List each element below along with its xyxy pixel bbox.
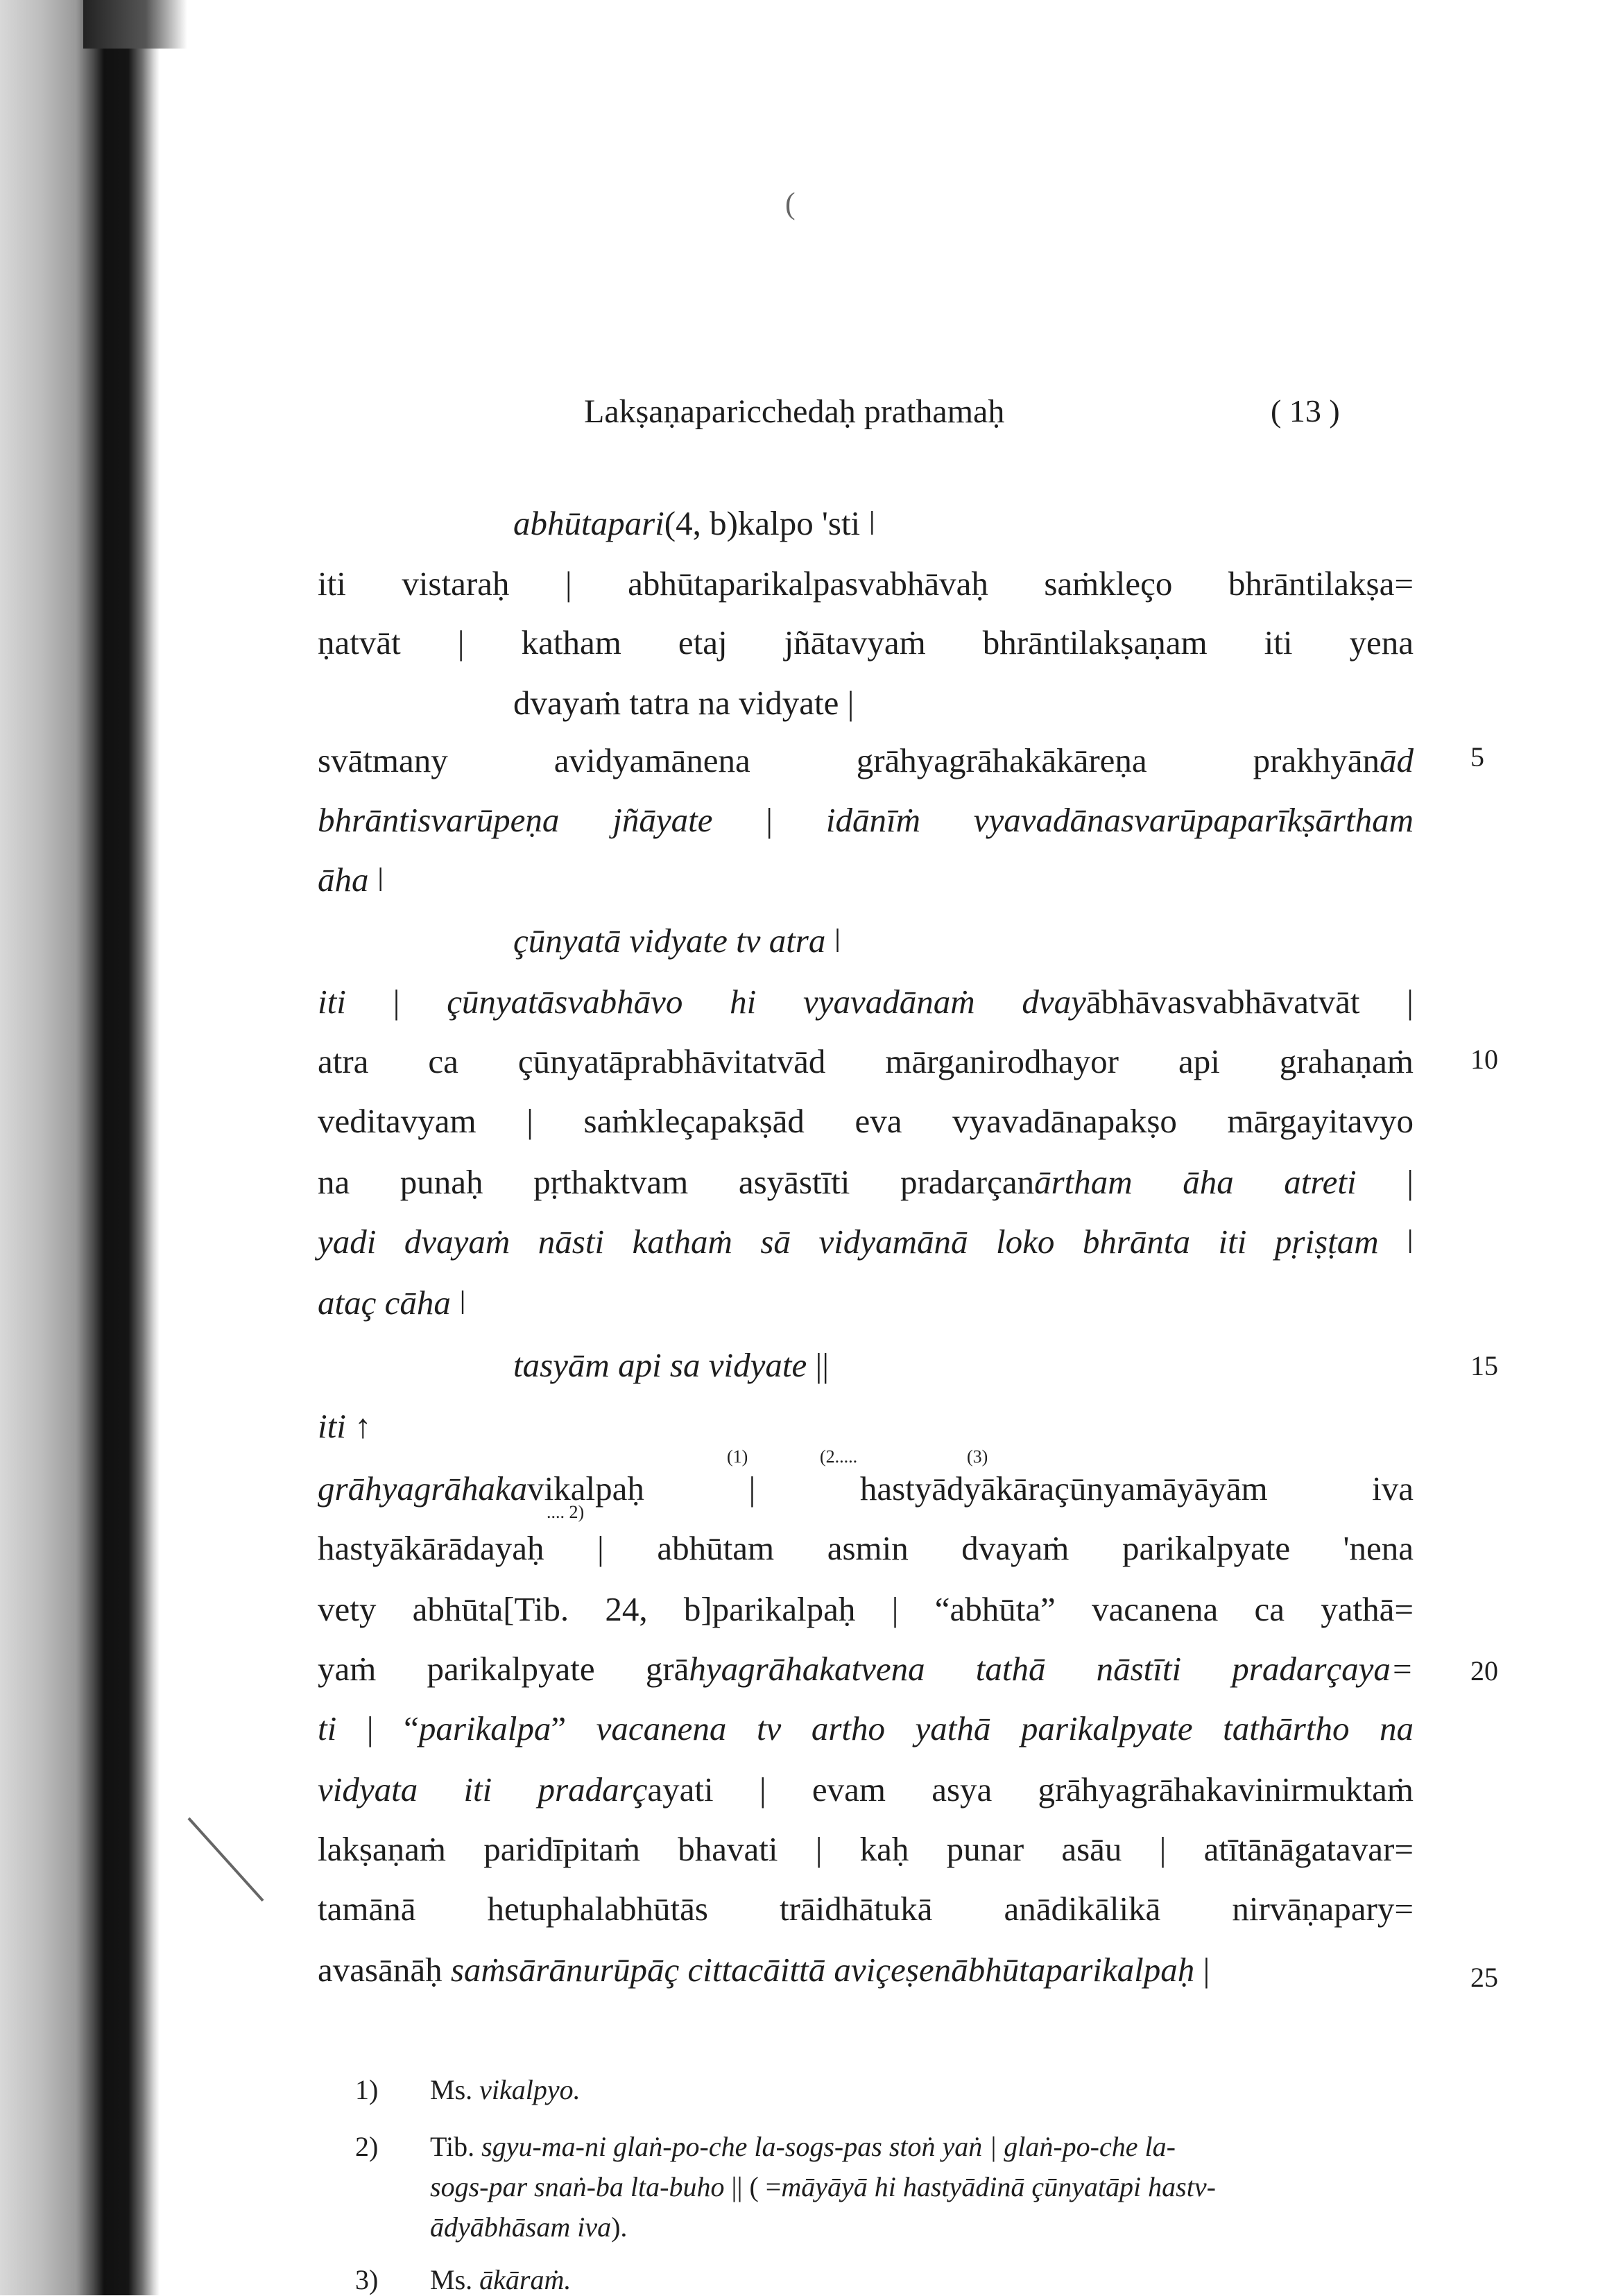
text-segment: vikalpaḥ | hastyādyākāraçūnyamāyāyām iva: [527, 1469, 1414, 1508]
text-segment: |: [345, 983, 447, 1021]
italic-segment: māyāyā hi hastyādinā çūnyatāpi hastv-: [781, 2171, 1216, 2202]
italic-segment: abhūtapari: [513, 504, 664, 542]
text-line: [318, 1709, 1414, 1748]
italic-segment: iti: [318, 1407, 346, 1445]
italic-segment: parikalpa: [418, 1709, 551, 1747]
scan-binding-edge: [0, 0, 160, 2295]
italic-segment: ākāraṁ.: [479, 2264, 572, 2295]
footnote: [355, 2263, 572, 2296]
text-line: [318, 1528, 1414, 1568]
text-segment: ).: [611, 2211, 628, 2243]
text-line: [318, 1283, 466, 1322]
footnote: [355, 2073, 581, 2106]
text-segment: na punaḥ pṛthaktvam asyāstīti pradarçan: [318, 1163, 1035, 1201]
italic-segment: ārtham āha atreti: [1034, 1163, 1357, 1201]
text-segment: veditavyam | saṁkleçapakṣād eva vyavadānapakṣo mārgayitavyo: [318, 1102, 1414, 1140]
footnote-number: 1): [355, 2074, 379, 2105]
text-segment: Ms.: [430, 2074, 480, 2105]
text-segment: ṇatvāt | katham etaj jñātavyaṁ bhrāntilakṣaṇam iti yena: [318, 623, 1414, 662]
text-line: [318, 1101, 1414, 1141]
italic-segment: idānīṁ vyavadānasvarūpaparīkṣārtham: [825, 801, 1414, 839]
text-segment: |: [1356, 1163, 1414, 1201]
italic-segment: vidyata iti pradarç: [318, 1770, 648, 1809]
text-segment: avasānāḥ: [318, 1951, 451, 1989]
note-mark: (2.....: [820, 1447, 858, 1467]
text-segment: | “: [336, 1709, 419, 1747]
text-segment: ↑: [345, 1407, 372, 1445]
footnote-number: 3): [355, 2264, 379, 2295]
italic-segment: hyagrāhakatvena tathā nāstīti pradarçaya=: [689, 1650, 1414, 1688]
text-line: [318, 564, 1414, 603]
italic-segment: sogs-par snaṅ-ba lta-buho: [430, 2171, 725, 2202]
text-line: [318, 1162, 1414, 1202]
text-line: [318, 1469, 1414, 1508]
italic-segment: bhrāntisvarūpeṇa jñāyate: [318, 801, 713, 839]
text-segment: ābhāvasvabhāvatvāt |: [1085, 983, 1414, 1021]
text-line: [318, 623, 1414, 662]
italic-segment: āha: [318, 861, 369, 899]
footnote-number: 2): [355, 2131, 379, 2162]
text-line: [318, 1889, 1414, 1928]
running-header: Lakṣaṇaparicchedaḥ prathamaḥ: [584, 393, 1005, 430]
italic-segment: ataç cāha: [318, 1284, 451, 1322]
italic-segment: yadi dvayaṁ nāsti kathaṁ sā vidyamānā loko bhrānta iti pṛiṣṭam: [318, 1223, 1379, 1261]
italic-segment: vacanena tv artho yathā parikalpyate tathārtho na: [596, 1709, 1414, 1747]
text-segment: tamānā hetuphalabhūtās trāidhātukā anādikālikā nirvāṇapary=: [318, 1890, 1414, 1928]
text-line: [318, 1042, 1414, 1081]
text-line: [513, 503, 875, 543]
italic-segment: çūnyatā vidyate tv atra: [513, 922, 826, 960]
text-segment: atra ca çūnyatāprabhāvitatvād mārganirodhayor api grahaṇaṁ: [318, 1042, 1414, 1080]
italic-segment: ād: [1380, 741, 1414, 779]
text-segment: (4, b)kalpo 'sti ǀ: [664, 504, 876, 542]
italic-segment: ādyābhāsam iva: [430, 2211, 612, 2243]
text-line: [513, 683, 854, 723]
italic-segment: vikalpyo.: [479, 2074, 581, 2105]
text-line: [318, 1950, 1210, 1989]
text-line: [318, 1406, 372, 1446]
footnote: [430, 2170, 1216, 2203]
text-segment: || ( =: [724, 2171, 782, 2202]
text-segment: iti vistaraḥ | abhūtaparikalpasvabhāvaḥ saṁkleço bhrāntilakṣa=: [318, 564, 1414, 603]
text-segment: Ms.: [430, 2264, 480, 2295]
line-number: 25: [1470, 1962, 1498, 1993]
italic-segment: saṁsārānurūpāç cittacāittā aviçeṣenābhūtaparikalpaḥ: [450, 1951, 1195, 1989]
text-segment: ǀ: [450, 1284, 466, 1322]
text-line: [318, 1649, 1414, 1689]
footnote: [355, 2130, 1176, 2163]
text-segment: |: [712, 801, 826, 839]
note-mark: (3): [967, 1447, 988, 1467]
note-mark: .... 2): [547, 1502, 585, 1522]
note-mark: (1): [727, 1447, 748, 1467]
italic-segment: tasyām api sa vidyate: [513, 1346, 807, 1384]
text-line: [318, 1770, 1414, 1809]
text-line: [318, 1829, 1414, 1869]
text-line: [318, 1589, 1414, 1629]
line-number: 5: [1470, 741, 1484, 772]
italic-segment: sgyu-ma-ni glaṅ-po-che la-sogs-pas stoṅ yaṅ | glaṅ-po-che la-: [481, 2131, 1176, 2162]
text-segment: vety abhūta[Tib. 24, b]parikalpaḥ | “abhūta” vacanena ca yathā=: [318, 1590, 1414, 1628]
line-number: 10: [1470, 1044, 1498, 1075]
text-line: [513, 1345, 829, 1385]
italic-segment: ti: [318, 1709, 337, 1747]
text-segment: lakṣaṇaṁ paridīpitaṁ bhavati | kaḥ punar asāu | atītānāgatavar=: [318, 1830, 1414, 1868]
text-line: [318, 1222, 1414, 1261]
text-line: [513, 921, 841, 960]
text-segment: dvayaṁ tatra na vidyate |: [513, 684, 855, 722]
text-line: [318, 741, 1414, 780]
text-segment: svātmany avidyamānena grāhyagrāhakākāreṇa prakhyān: [318, 741, 1380, 779]
text-segment: Tib.: [430, 2131, 482, 2162]
text-line: [318, 860, 384, 899]
page-number: ( 13 ): [1271, 393, 1340, 429]
text-line: [318, 800, 1414, 840]
text-segment: ”: [551, 1709, 596, 1747]
line-number: 20: [1470, 1655, 1498, 1686]
scan-pencil-mark: [188, 1818, 264, 1902]
text-segment: ||: [807, 1346, 830, 1384]
text-segment: ǀ: [368, 861, 384, 899]
line-number: 15: [1470, 1350, 1498, 1381]
text-segment: ǀ: [825, 922, 841, 960]
footnote: [430, 2211, 627, 2243]
scan-binding-corner: [83, 0, 187, 49]
text-segment: hastyākārādayaḥ | abhūtam asmin dvayaṁ parikalpyate 'nena: [318, 1529, 1414, 1567]
text-segment: yaṁ parikalpyate grā: [318, 1650, 689, 1688]
italic-segment: grāhyagrāhaka: [318, 1469, 528, 1508]
scan-mark: (: [785, 187, 796, 221]
text-segment: |: [1194, 1951, 1210, 1989]
italic-segment: iti: [318, 983, 346, 1021]
text-segment: ǀ: [1378, 1223, 1414, 1261]
text-line: [318, 982, 1414, 1021]
text-segment: ayati | evam asya grāhyagrāhakavinirmuktaṁ: [647, 1770, 1414, 1809]
italic-segment: çūnyatāsvabhāvo hi vyavadānaṁ dvay: [447, 983, 1086, 1021]
